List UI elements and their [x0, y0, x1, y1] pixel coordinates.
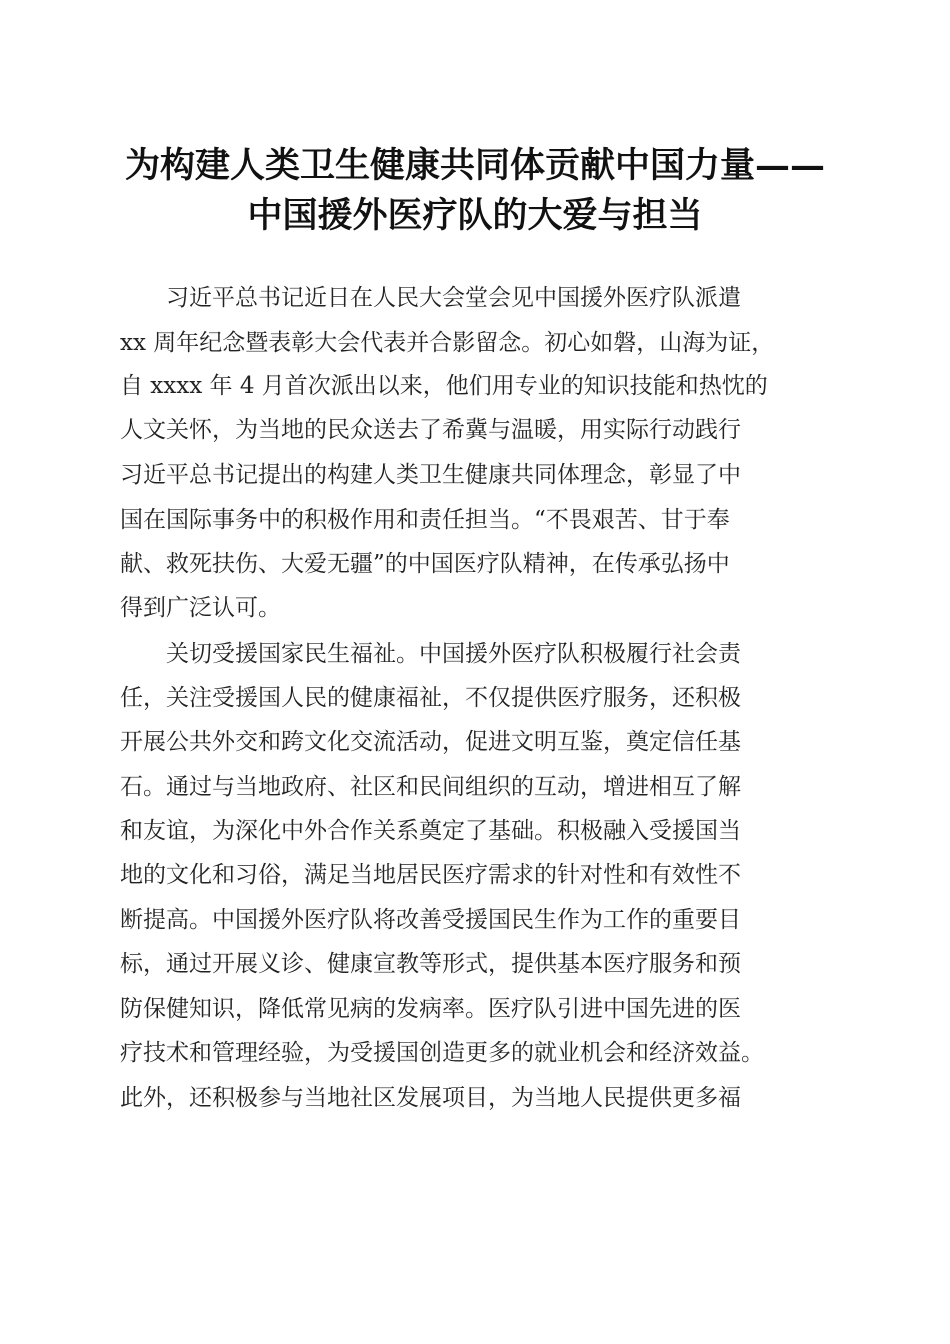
paragraph-2-line-2: 任，关注受援国人民的健康福祉，不仅提供医疗服务，还积极 — [120, 685, 741, 711]
paragraph-2-line-7: 断提高。中国援外医疗队将改善受援国民生作为工作的重要目 — [120, 907, 741, 933]
paragraph-2-line-8: 标，通过开展义诊、健康宣教等形式，提供基本医疗服务和预 — [120, 951, 741, 977]
paragraph-1-line-3: 自 xxxx 年 4 月首次派出以来，他们用专业的知识技能和热忱的 — [120, 373, 768, 399]
paragraph-2-line-4: 石。通过与当地政府、社区和民间组织的互动，增进相互了解 — [120, 774, 741, 800]
paragraph-2-line-10: 疗技术和管理经验，为受援国创造更多的就业机会和经济效益。 — [120, 1040, 764, 1066]
paragraph-1-line-6: 国在国际事务中的积极作用和责任担当。“不畏艰苦、甘于奉 — [120, 507, 730, 533]
paragraph-2-line-9: 防保健知识，降低常见病的发病率。医疗队引进中国先进的医 — [120, 996, 741, 1022]
paragraph-2-line-6: 地的文化和习俗，满足当地居民医疗需求的针对性和有效性不 — [120, 862, 741, 888]
paragraph-1-line-7: 献、救死扶伤、大爱无疆”的中国医疗队精神，在传承弘扬中 — [120, 551, 730, 577]
document-title-line-2: 中国援外医疗队的大爱与担当 — [247, 195, 703, 236]
paragraph-1-line-5: 习近平总书记提出的构建人类卫生健康共同体理念，彰显了中 — [120, 462, 741, 488]
paragraph-2-line-5: 和友谊，为深化中外合作关系奠定了基础。积极融入受援国当 — [120, 818, 741, 844]
document-title-line-1: 为构建人类卫生健康共同体贡献中国力量—— — [124, 145, 825, 186]
paragraph-1-line-4: 人文关怀，为当地的民众送去了希冀与温暖，用实际行动践行 — [120, 417, 741, 443]
paragraph-2-line-11: 此外，还积极参与当地社区发展项目，为当地人民提供更多福 — [120, 1085, 741, 1111]
paragraph-1-line-1: 习近平总书记近日在人民大会堂会见中国援外医疗队派遣 — [166, 285, 741, 311]
paragraph-2-line-3: 开展公共外交和跨文化交流活动，促进文明互鉴，奠定信任基 — [120, 729, 741, 755]
paragraph-1-line-2: xx 周年纪念暨表彰大会代表并合影留念。初心如磐，山海为证， — [120, 330, 775, 356]
paragraph-1-line-8: 得到广泛认可。 — [120, 595, 281, 621]
paragraph-2-line-1: 关切受援国家民生福祉。中国援外医疗队积极履行社会责 — [166, 641, 741, 667]
